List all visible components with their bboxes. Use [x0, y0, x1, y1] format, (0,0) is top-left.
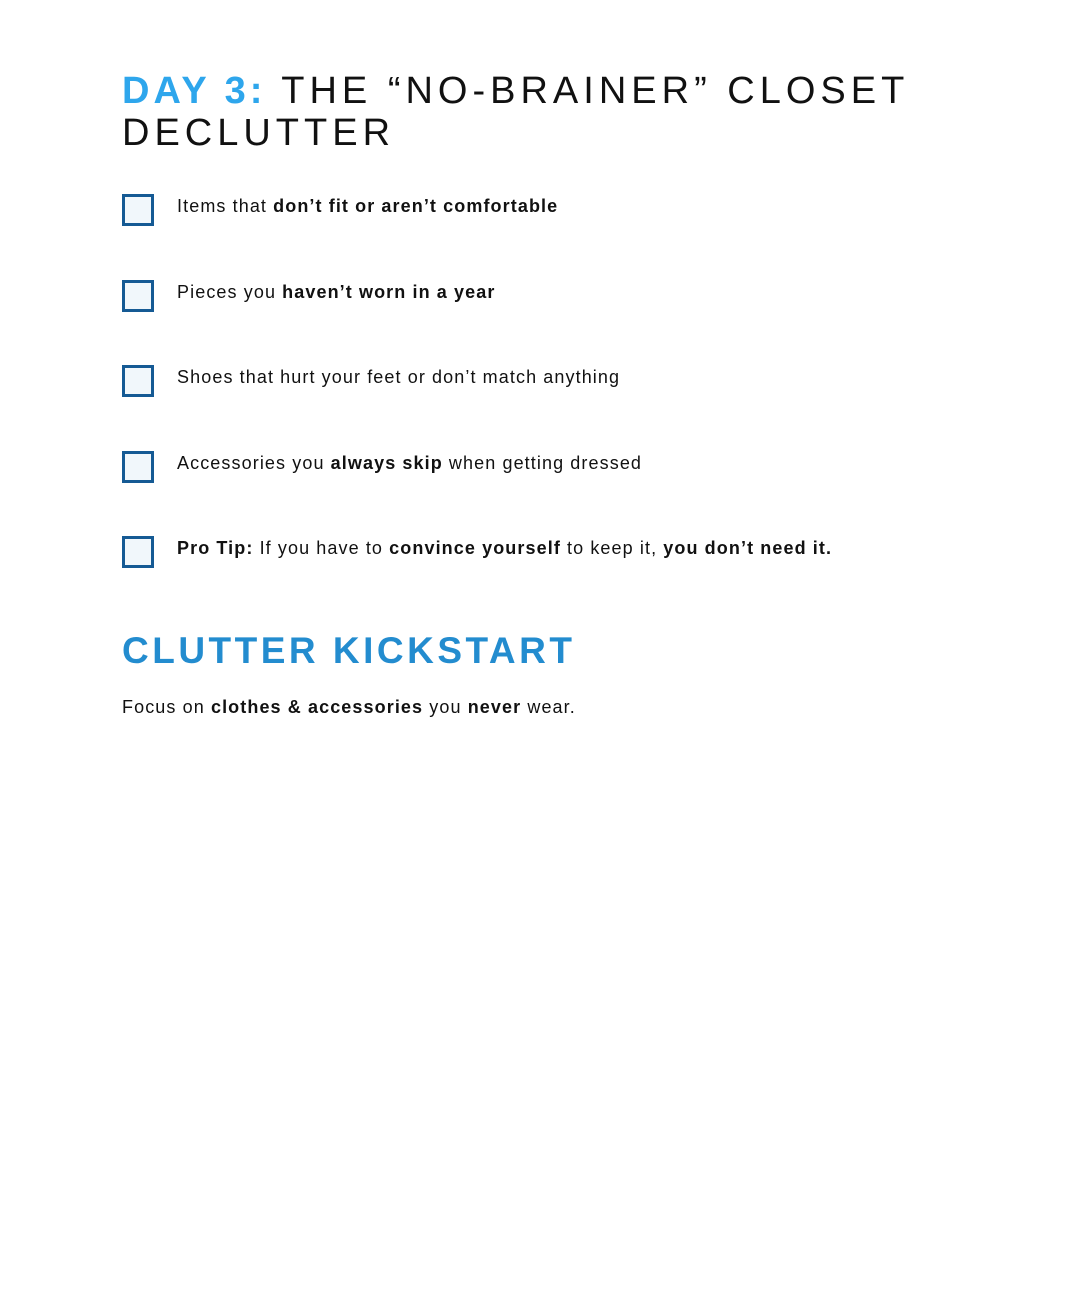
text-run: when getting dressed [442, 452, 643, 473]
checklist-item-text [177, 366, 620, 388]
declutter-checklist [122, 190, 982, 618]
text-run: Pieces you [177, 281, 283, 302]
checkbox[interactable] [122, 451, 154, 483]
checklist-item-text [177, 452, 642, 474]
text-run: Shoes that hurt your feet or don’t match anything [177, 367, 621, 387]
pro-tip-text [177, 537, 832, 559]
emphasis-text: always skip [330, 452, 443, 473]
text-run: wear. [521, 697, 576, 717]
emphasis-text: Pro Tip: [177, 538, 254, 558]
checklist-item [122, 447, 982, 533]
checkbox[interactable] [122, 280, 154, 312]
checklist-item [122, 276, 982, 362]
checkbox[interactable] [122, 536, 154, 568]
day-label: DAY 3: [122, 70, 267, 112]
checklist-item [122, 361, 982, 447]
text-run: Items that [177, 196, 274, 216]
page-title [122, 70, 982, 154]
text-run: Accessories you [177, 452, 331, 473]
text-run: Focus on [122, 697, 211, 717]
emphasis-text: don’t fit or aren’t comfortable [273, 196, 559, 216]
text-run: to keep it, [560, 538, 664, 558]
emphasis-text: convince yourself [389, 538, 561, 558]
emphasis-text: haven’t worn in a year [282, 281, 496, 302]
checkbox[interactable] [122, 194, 154, 226]
text-run: If you have to [253, 538, 390, 558]
checklist-item-text [177, 195, 558, 217]
checklist-item [122, 532, 982, 618]
checklist-item [122, 190, 982, 276]
checkbox[interactable] [122, 365, 154, 397]
text-run: you [423, 697, 468, 717]
section-title-kickstart: CLUTTER KICKSTART [122, 630, 576, 671]
emphasis-text: clothes & accessories [210, 697, 424, 717]
emphasis-text: never [467, 697, 522, 717]
title-text: THE “NO-BRAINER” CLOSET DECLUTTER [122, 70, 909, 154]
checklist-item-text [177, 281, 495, 303]
emphasis-text: you don’t need it. [663, 538, 833, 558]
kickstart-focus-text [122, 696, 576, 718]
